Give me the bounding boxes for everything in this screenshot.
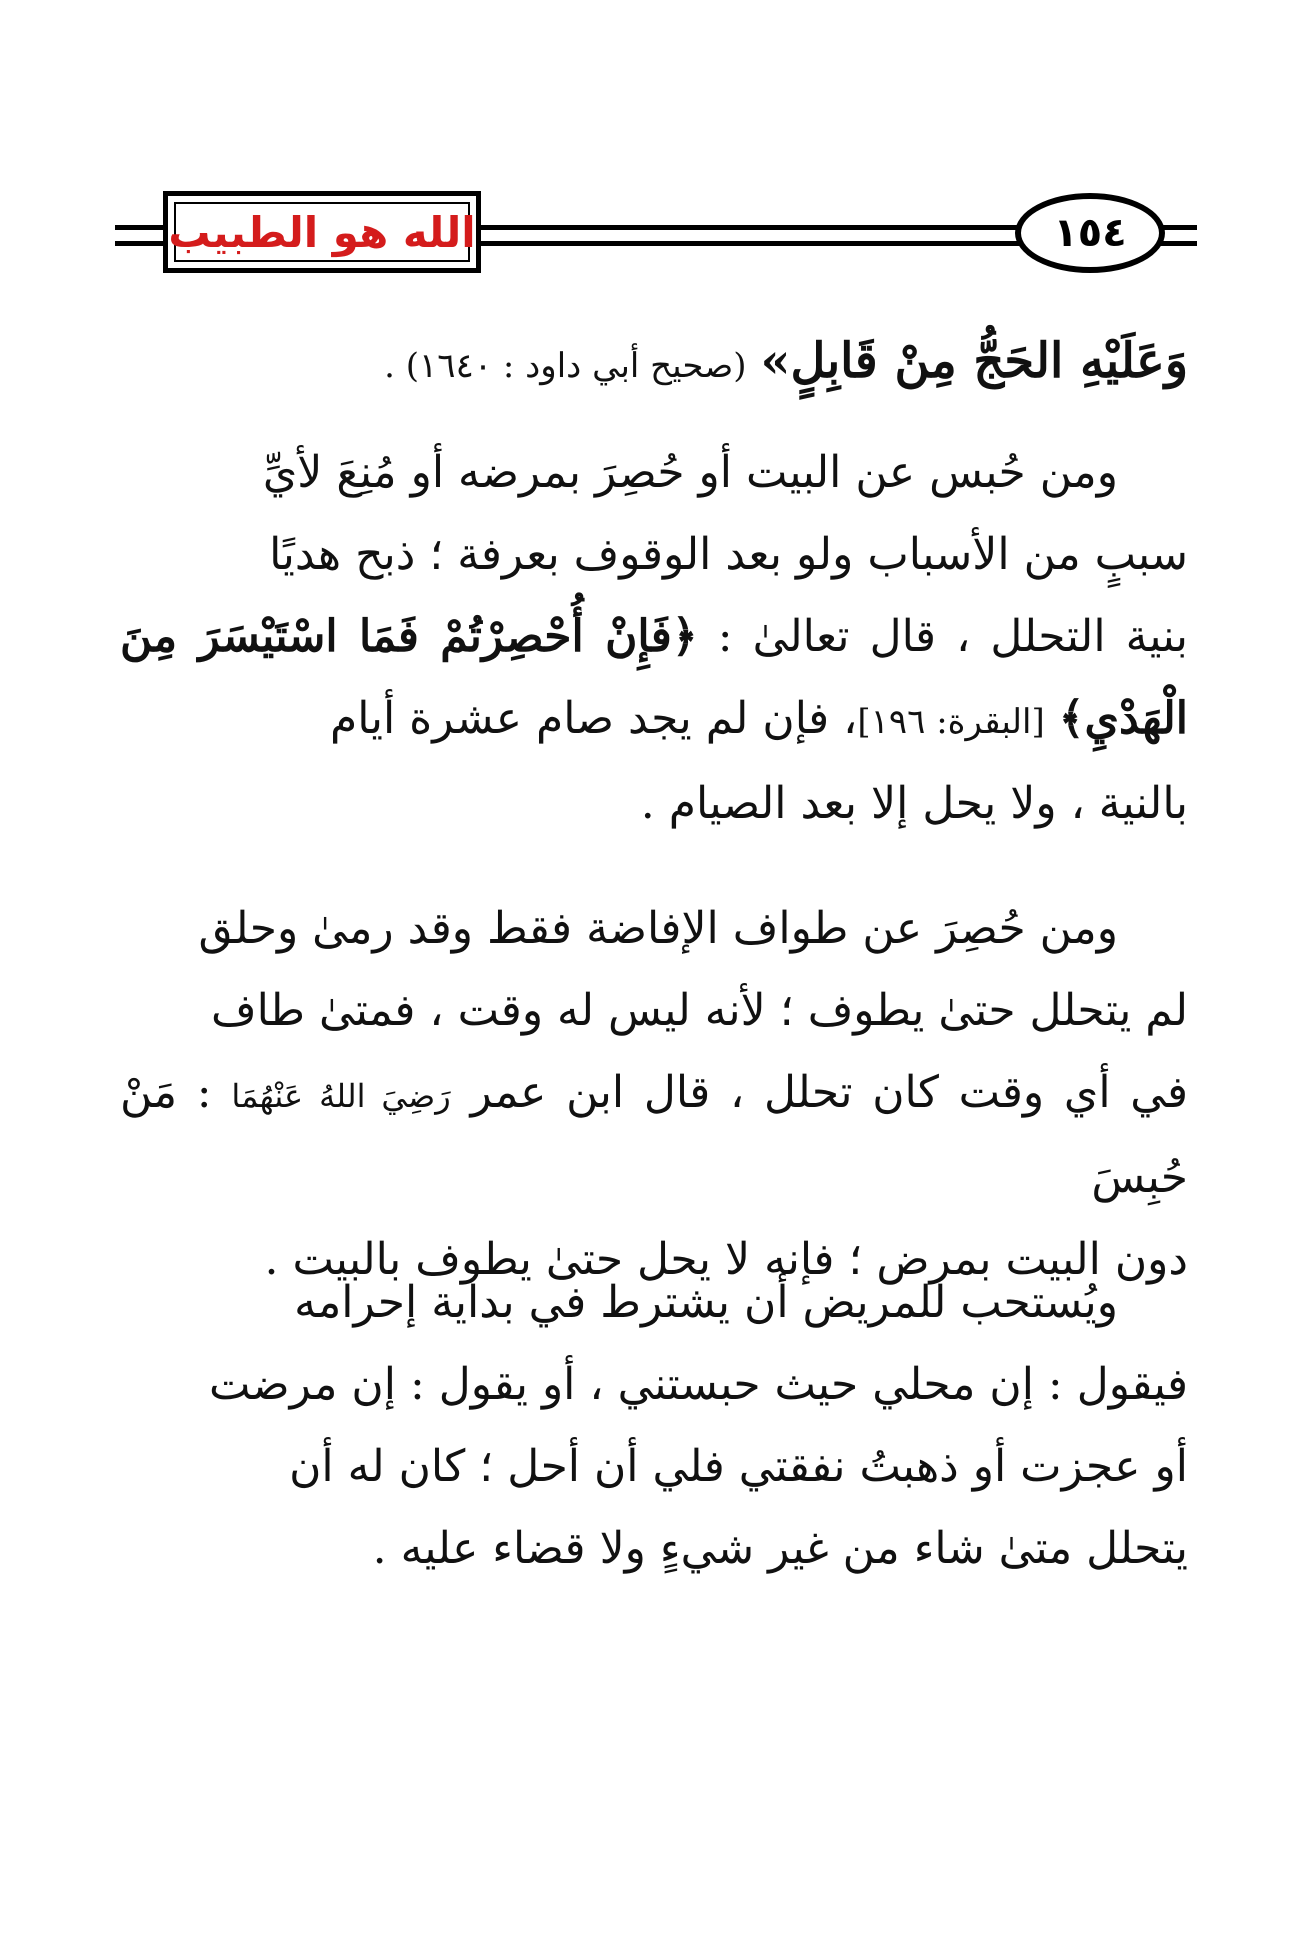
text-line: أو عجزت أو ذهبتُ نفقتي فلي أن أحل ؛ كان له أن [289,1441,1188,1492]
text-line: فيقول : إن محلي حيث حبستني ، أو يقول : إن مرضت [209,1359,1188,1410]
text-segment: في أي وقت كان تحلل ، قال ابن عمر [470,1067,1188,1118]
hadith-reference: (صحيح أبي داود : ١٦٤٠) . [384,346,747,386]
page-number: ١٥٤ [1053,210,1127,256]
surah-reference: [البقرة: ١٩٦] [857,702,1045,742]
text-line: ومن حُبس عن البيت أو حُصِرَ بمرضه أو مُنِعَ لأيِّ [262,447,1118,498]
page-number-oval [1015,193,1165,273]
page-header [115,185,1197,285]
quran-verse: ﴿فَإِنْ أُحْصِرْتُمْ فَمَا اسْتَيْسَرَ مِنَ الْهَدْيِ﴾ [120,611,1188,744]
paragraph-ihsar [120,432,1188,845]
text-line: سببٍ من الأسباب ولو بعد الوقوف بعرفة ؛ ذبح هديًا [269,529,1188,580]
hadith-quote: وَعَلَيْهِ الحَجُّ مِنْ قَابِلٍ [790,333,1188,389]
text-line: لم يتحلل حتىٰ يطوف ؛ لأنه ليس له وقت ، فمتىٰ طاف [210,985,1188,1036]
text-line: ويُستحب للمريض أن يشترط في بداية إحرامه [294,1277,1118,1328]
text-line: ، فإن لم يجد صام عشرة أيام [330,693,858,744]
header-rule [475,225,1025,230]
header-rule [475,241,1025,246]
text-line: يتحلل متىٰ شاء من غير شيءٍ ولا قضاء عليه . [372,1523,1188,1574]
quote-close-mark: » [760,333,791,389]
text-line: دون البيت بمرض ؛ فإنه لا يحل حتىٰ يطوف بالبيت . [264,1234,1188,1285]
book-title-box [163,191,481,273]
text-segment: : مَنْ حُبِسَ [120,1067,1188,1203]
text-line: بالنية ، ولا يحل إلا بعد الصيام . [640,778,1188,829]
paragraph-hadith-ending [120,320,1188,407]
honorific-phrase: رَضِيَ اللهُ عَنْهُمَا [231,1077,451,1115]
paragraph-tawaf [120,888,1188,1301]
text-line: ومن حُصِرَ عن طواف الإفاضة فقط وقد رمىٰ وحلق [198,903,1118,954]
paragraph-ishtirat [120,1262,1188,1590]
book-title: الله هو الطبيب [168,207,476,257]
text-line: بنية التحلل ، قال تعالىٰ : [717,611,1188,662]
text-line-with-honorific [120,1052,1188,1219]
